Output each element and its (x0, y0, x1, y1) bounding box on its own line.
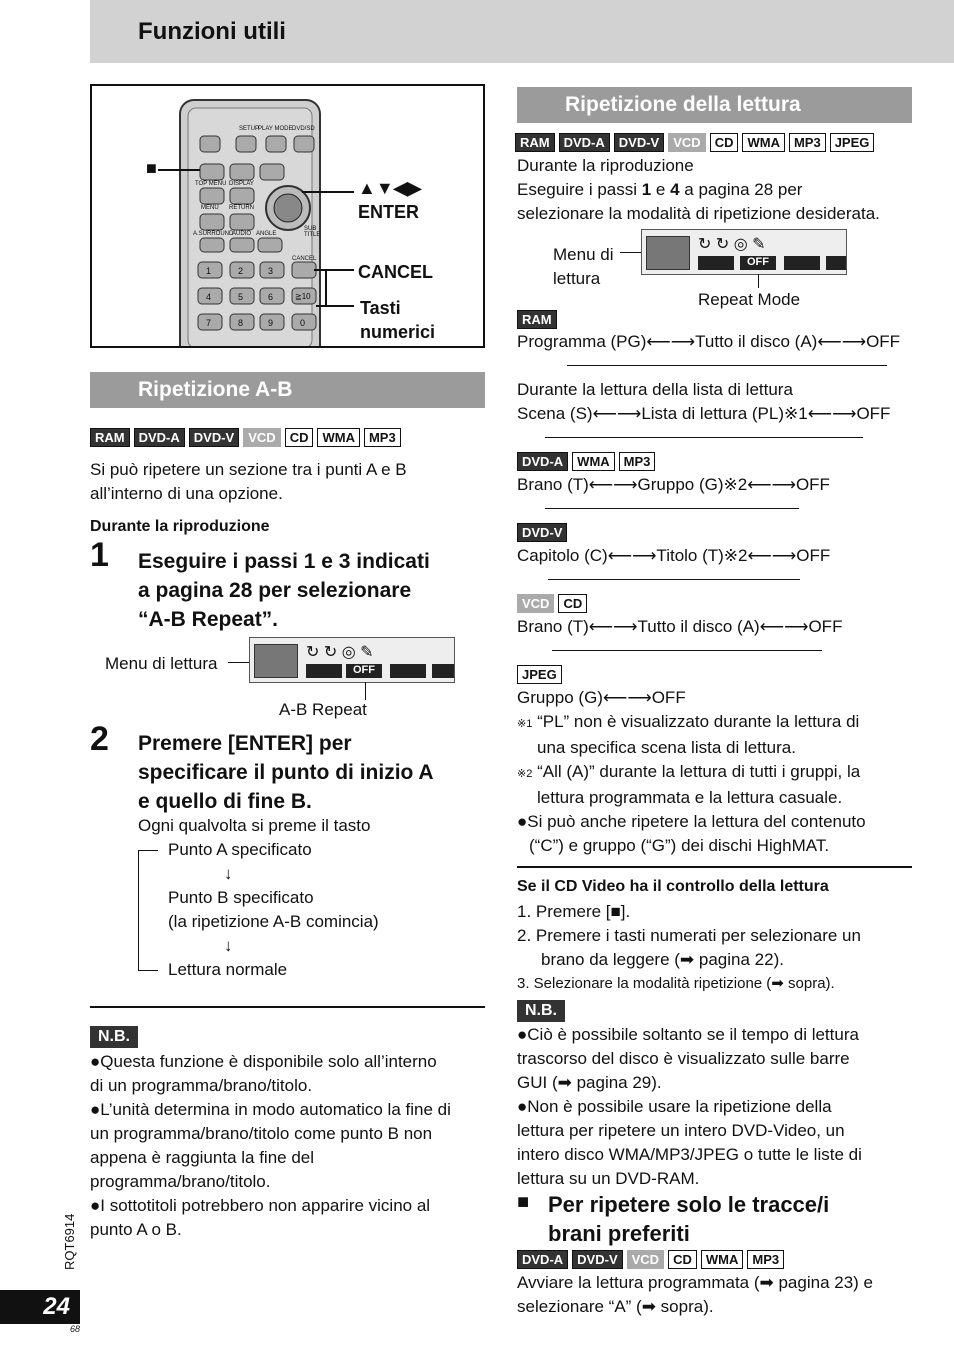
flow-arrow-2: ↓ (224, 936, 233, 955)
badge-dvd-a: DVD-A (517, 452, 568, 471)
badge-dvd-v: DVD-V (189, 428, 239, 447)
key-0: 0 (300, 318, 306, 328)
nb-badge-left: N.B. (90, 1026, 138, 1048)
footnote-1-l1: “PL” non è visualizzato durante la lettura di (537, 712, 860, 731)
osd-off-right: OFF (740, 256, 776, 270)
flow-point-b2: (la ripetizione A-B comincia) (168, 912, 379, 931)
enter-label: ENTER (358, 202, 420, 222)
left-note-3-l1: ●I sottotitoli potrebbero non apparire vicino al (90, 1196, 431, 1215)
badge-dvd-a: DVD-A (517, 1250, 568, 1269)
page-number: 24 (0, 1290, 80, 1324)
badge-cd: CD (668, 1250, 697, 1269)
mode-dvda-text: Brano (T)⟵⟶Gruppo (G)※2⟵⟶OFF (517, 475, 830, 494)
osd-ab-leader (365, 682, 366, 700)
doc-code: RQT6914 (62, 1213, 77, 1270)
vcd-step-2a: 2. Premere i tasti numerati per selezionare un (517, 926, 861, 945)
exec-line-2: selezionare la modalità di ripetizione desiderata. (517, 204, 880, 223)
favorites-square-icon: ■ (517, 1191, 530, 1213)
badge-wma: WMA (317, 428, 360, 447)
subtitle-label: SUB TITLE (304, 226, 321, 238)
osd-menu-right-l2: lettura (553, 269, 601, 288)
mode-dvda-badges (517, 452, 655, 471)
badge-dvd-a: DVD-A (559, 133, 610, 152)
osd-segment-4 (826, 256, 847, 270)
exec-d: 4 (670, 180, 680, 199)
mode-loop-line (552, 650, 822, 651)
right-badges (515, 133, 874, 152)
badge-vcd: VCD (627, 1250, 664, 1269)
badge-ram: RAM (515, 133, 555, 152)
favorites-text (517, 1271, 917, 1319)
exec-a: Eseguire i passi (517, 180, 642, 199)
tasti-label: Tasti (360, 298, 401, 318)
vcd-heading: Se il CD Video ha il controllo della lettura (517, 878, 829, 895)
badge-vcd: VCD (243, 428, 280, 447)
key-9: 9 (268, 318, 274, 328)
mode-loop-line (548, 579, 800, 580)
osd-menu-right-l1: Menu di (553, 245, 614, 264)
repeat-icon: ↻ ↻ ◎ ✎ (306, 644, 374, 661)
badge-dvd-v: DVD-V (614, 133, 664, 152)
osd-off-left: OFF (346, 664, 382, 678)
left-note-1 (90, 1050, 490, 1098)
badge-ram: RAM (90, 428, 130, 447)
mode-loop-line (567, 365, 887, 366)
highmat-bullet-l1: ●Si può anche ripetere la lettura del contenuto (517, 812, 866, 831)
return-label: RETURN (229, 205, 254, 211)
right-note-2-l2: lettura per ripetere un intero DVD-Video, un (517, 1121, 845, 1140)
display-label: DISPLAY (229, 181, 254, 187)
left-note-2-l2: un programma/brano/titolo come punto B non (90, 1124, 433, 1143)
footnote-1 (517, 710, 917, 736)
flow-intro: Ogni qualvolta si preme il tasto (138, 816, 371, 835)
mode-jpeg-badges (517, 665, 562, 684)
badge-dvd-v: DVD-V (517, 523, 567, 542)
footnote-1-mark: ※1 (517, 718, 533, 730)
mode-dvdv-text: Capitolo (C)⟵⟶Titolo (T)※2⟵⟶OFF (517, 546, 831, 565)
osd-leader-right (620, 252, 642, 253)
exec-c: e (651, 180, 671, 199)
right-note-1-l2: trascorso del disco è visualizzato sulle barre (517, 1049, 850, 1068)
small-page-ref: 68 (70, 1324, 81, 1334)
left-notes (90, 1050, 490, 1242)
right-intro (517, 154, 917, 226)
flow-loop-line (138, 850, 139, 970)
step-2-line-1: Premere [ENTER] per (138, 732, 352, 755)
badge-dvd-a: DVD-A (134, 428, 185, 447)
vcd-step-3: 3. Selezionare la modalità ripetizione (➡ sopra). (517, 975, 835, 992)
osd-segment-3 (390, 664, 426, 678)
osd-repeat-label: Repeat Mode (698, 290, 801, 309)
highmat-bullet-l2: (“C”) e gruppo (“G”) dei dischi HighMAT. (529, 836, 830, 855)
mode-dvdv-badges (517, 523, 567, 542)
favorites-heading (548, 1190, 829, 1248)
osd-segment-4 (432, 664, 455, 678)
osd-segment-3 (784, 256, 820, 270)
angle-label: ANGLE (256, 231, 277, 237)
section-ab-title: Ripetizione A-B (90, 372, 485, 408)
left-note-3 (90, 1194, 490, 1242)
mode-jpeg-text: Gruppo (G)⟵⟶OFF (517, 688, 686, 707)
badge-wma: WMA (701, 1250, 744, 1269)
footnote-1-l2: una specifica scena lista di lettura. (537, 738, 796, 757)
flow-point-b: Punto B specificato (168, 888, 314, 907)
mode-loop-line (545, 508, 799, 509)
footnotes (517, 710, 917, 858)
favorites-badges (517, 1250, 784, 1269)
left-note-2-l4: programma/brano/titolo. (90, 1172, 271, 1191)
osd-menu-label-right (553, 243, 613, 291)
exec-b: 1 (641, 180, 652, 199)
disc-icon (254, 644, 298, 678)
intro-line-1: Si può ripetere un sezione tra i punti A e B (90, 460, 407, 479)
favorites-text-l1: Avviare la lettura programmata (➡ pagina 23) e (517, 1273, 873, 1292)
badge-cd: CD (710, 133, 739, 152)
mode-ram-text: Programma (PG)⟵⟶Tutto il disco (A)⟵⟶OFF (517, 332, 901, 351)
footnote-2-l2: lettura programmata e la lettura casuale. (537, 788, 843, 807)
step-1-text (138, 547, 488, 634)
key-5: 5 (238, 292, 244, 302)
key-6: 6 (268, 292, 274, 302)
badge-ram: RAM (517, 310, 557, 329)
audio-label: AUDIO (232, 231, 252, 237)
right-note-1 (517, 1023, 917, 1095)
key-10plus: ≧10 (295, 292, 311, 301)
badge-mp3: MP3 (789, 133, 826, 152)
osd-leader-left (228, 662, 250, 663)
key-3: 3 (268, 266, 274, 276)
left-divider (90, 1006, 485, 1008)
right-note-2 (517, 1095, 917, 1191)
left-note-1-l2: di un programma/brano/titolo. (90, 1076, 313, 1095)
left-note-2-l1: ●L’unità determina in modo automatico la fine di (90, 1100, 451, 1119)
vcd-steps (517, 900, 917, 996)
nb-badge-right: N.B. (517, 1000, 565, 1022)
vcd-step-1: 1. Premere [■]. (517, 902, 631, 921)
badge-cd: CD (558, 594, 587, 613)
step-2-number: 2 (90, 720, 109, 758)
setup-label: SETUP (239, 126, 260, 132)
stop-icon: ■ (146, 158, 157, 178)
key-4: 4 (206, 292, 212, 302)
step-1-line-2: a pagina 28 per selezionare (138, 579, 412, 602)
badge-mp3: MP3 (619, 452, 656, 471)
badge-mp3: MP3 (747, 1250, 784, 1269)
osd-bar-right (641, 229, 847, 275)
flow-loop-top (138, 850, 158, 851)
badge-wma: WMA (742, 133, 785, 152)
right-divider (517, 866, 912, 868)
favorites-heading-l2: brani preferiti (548, 1221, 690, 1246)
page-title: Funzioni utili (138, 18, 286, 45)
mode-vcd-badges (517, 594, 587, 613)
disc-icon (646, 236, 690, 270)
arrows-icon: ▲▼◀▶ (358, 178, 422, 198)
left-badges (90, 428, 401, 447)
osd-segment-1 (698, 256, 734, 270)
section-repeat-title: Ripetizione della lettura (517, 87, 912, 123)
menu-label: MENU (201, 205, 219, 211)
mode-ram-badges (517, 310, 557, 329)
step-2-line-3: e quello di fine B. (138, 790, 312, 813)
asurround-label: A.SURROUND (193, 231, 234, 237)
flow-point-a: Punto A specificato (168, 840, 312, 859)
step-2-line-2: specificare il punto di inizio A (138, 761, 434, 784)
left-note-2-l3: appena è raggiunta la fine del (90, 1148, 315, 1167)
footnote-2-l1: “All (A)” durante la lettura di tutti i gruppi, la (537, 762, 861, 781)
badge-dvd-v: DVD-V (572, 1250, 622, 1269)
left-note-1-l1: ●Questa funzione è disponibile solo all’interno (90, 1052, 437, 1071)
right-note-2-l4: lettura su un DVD-RAM. (517, 1169, 700, 1188)
flow-normal: Lettura normale (168, 960, 288, 979)
exec-line (517, 178, 917, 202)
mode-playlist-text: Scena (S)⟵⟶Lista di lettura (PL)※1⟵⟶OFF (517, 404, 891, 423)
during-heading-left: Durante la riproduzione (90, 518, 270, 535)
right-note-2-l3: intero disco WMA/MP3/JPEG o tutte le liste di (517, 1145, 862, 1164)
key-7: 7 (206, 318, 212, 328)
osd-repeat-leader (758, 274, 759, 288)
exec-e: a pagina 28 per (679, 180, 803, 199)
favorites-text-l2: selezionare “A” (➡ sopra). (517, 1297, 714, 1316)
badge-mp3: MP3 (364, 428, 401, 447)
right-note-1-l1: ●Ciò è possibile soltanto se il tempo di lettura (517, 1025, 859, 1044)
right-note-1-l3: GUI (➡ pagina 29). (517, 1073, 662, 1092)
left-note-2 (90, 1098, 490, 1194)
badge-jpeg: JPEG (517, 665, 562, 684)
left-intro (90, 458, 485, 506)
top-menu-label: TOP MENU (195, 181, 227, 187)
right-notes (517, 1023, 917, 1191)
right-note-2-l1: ●Non è possibile usare la ripetizione della (517, 1097, 832, 1116)
mode-loop-line (545, 437, 863, 438)
key-2: 2 (238, 266, 244, 276)
badge-jpeg: JPEG (830, 133, 875, 152)
key-1: 1 (206, 266, 212, 276)
osd-menu-label-left: Menu di lettura (105, 654, 218, 673)
step-1-line-3: “A-B Repeat”. (138, 608, 279, 631)
flow-arrow-1: ↓ (224, 864, 233, 883)
flow-loop-bottom (138, 970, 158, 971)
remote-illustration (90, 84, 485, 348)
badge-cd: CD (285, 428, 314, 447)
play-mode-label: PLAY MODE (258, 126, 293, 132)
numerici-label: numerici (360, 322, 436, 342)
mode-vcd-text: Brano (T)⟵⟶Tutto il disco (A)⟵⟶OFF (517, 617, 843, 636)
key-8: 8 (238, 318, 244, 328)
cancel-small-label: CANCEL (292, 256, 317, 262)
intro-line-2: all’interno di una opzione. (90, 484, 283, 503)
vcd-step-2b: brano da leggere (➡ pagina 22). (541, 950, 784, 969)
badge-vcd: VCD (668, 133, 705, 152)
repeat-icon: ↻ ↻ ◎ ✎ (698, 236, 766, 253)
step-1-line-1: Eseguire i passi 1 e 3 indicati (138, 550, 430, 573)
footnote-2 (517, 760, 917, 786)
osd-segment-1 (306, 664, 342, 678)
cancel-label: CANCEL (358, 262, 433, 282)
left-note-3-l2: punto A o B. (90, 1220, 182, 1239)
step-2-text (138, 729, 488, 816)
badge-vcd: VCD (517, 594, 554, 613)
badge-wma: WMA (572, 452, 615, 471)
remote-drawing (92, 86, 483, 346)
step-1-number: 1 (90, 536, 109, 574)
favorites-heading-l1: Per ripetere solo le tracce/i (548, 1192, 830, 1217)
dvd-sd-label: DVD/SD (292, 126, 315, 132)
osd-bar-left (249, 637, 455, 683)
mode-playlist-pre: Durante la lettura della lista di lettura (517, 380, 793, 399)
footnote-2-mark: ※2 (517, 768, 533, 780)
osd-ab-label: A-B Repeat (279, 700, 367, 719)
during-heading-right: Durante la riproduzione (517, 156, 694, 175)
